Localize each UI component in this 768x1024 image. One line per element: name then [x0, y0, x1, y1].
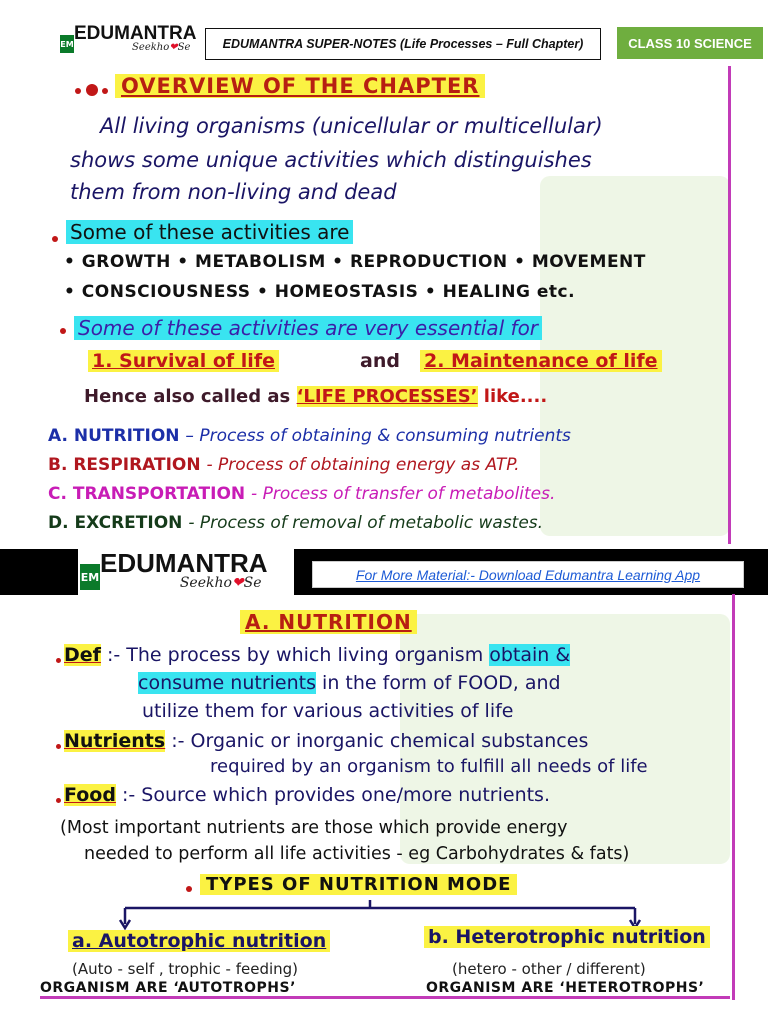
activities-heading: Some of these activities are [66, 220, 353, 244]
bullet-icon [56, 798, 61, 803]
process-nutrition: A. NUTRITION – Process of obtaining & consuming nutrients [48, 426, 571, 446]
obtain-highlight: obtain & [489, 644, 571, 666]
autotrophs-label: ORGANISM ARE ‘AUTOTROPHS’ [40, 980, 296, 996]
activities-list: • CONSCIOUSNESS • HOMEOSTASIS • HEALING etc. [64, 282, 576, 302]
margin-line [732, 594, 735, 1000]
essential-heading: Some of these activities are very essential for [74, 316, 542, 340]
intro-line: them from non-living and dead [70, 180, 397, 204]
bottom-rule [40, 996, 730, 999]
note-line: needed to perform all life activities - eg Carbohydrates & fats) [84, 844, 630, 864]
logo-badge: EM [60, 35, 74, 53]
logo-tagline: Seekho❤Se [179, 575, 262, 591]
edumantra-logo [80, 550, 268, 590]
maintenance-of-life: 2. Maintenance of life [420, 350, 662, 372]
autotrophic-heading: a. Autotrophic nutrition [68, 930, 330, 952]
logo-tagline: Seekho❤Se [132, 42, 191, 53]
def-term: Def [64, 644, 101, 666]
logo-wordmark: EDUMANTRA [100, 548, 268, 578]
bullet-icon [102, 88, 108, 94]
bullet-icon [56, 744, 61, 749]
overview-panel [0, 66, 735, 544]
nutrients-term: Nutrients [64, 730, 166, 752]
nutrients-line: required by an organism to fulfill all needs of life [210, 756, 648, 777]
survival-of-life: 1. Survival of life [88, 350, 279, 372]
bullet-icon [75, 88, 81, 94]
intro-line: All living organisms (unicellular or multicellular) [100, 114, 603, 138]
consume-highlight: consume nutrients [138, 672, 316, 694]
bullet-icon [60, 328, 66, 334]
definition-line: consume nutrients in the form of FOOD, and [138, 672, 561, 694]
logo-wordmark: EDUMANTRA [74, 23, 197, 44]
process-excretion: D. EXCRETION - Process of removal of metabolic wastes. [48, 513, 544, 533]
heart-icon: ❤ [231, 575, 244, 591]
heterotrophic-note: (hetero - other / different) [452, 960, 646, 978]
autotrophic-note: (Auto - self , trophic - feeding) [72, 960, 299, 978]
definition-line: Def :- The process by which living organism obtain & [64, 644, 571, 666]
heterotrophs-label: ORGANISM ARE ‘HETEROTROPHS’ [426, 980, 705, 996]
bullet-icon [86, 84, 98, 96]
download-app-link[interactable]: For More Material:- Download Edumantra Learning App [312, 561, 744, 588]
margin-line [728, 66, 731, 544]
note-line: (Most important nutrients are those which provide energy [60, 818, 568, 838]
food-term: Food [64, 784, 116, 806]
food-line: Food :- Source which provides one/more nutrients. [64, 784, 550, 806]
heart-icon: ❤ [169, 42, 178, 53]
hence-line: Hence also called as ‘LIFE PROCESSES’ like.... [84, 386, 548, 407]
overview-heading: OVERVIEW OF THE CHAPTER [115, 74, 485, 98]
bullet-icon [56, 658, 61, 663]
nutrients-line: Nutrients :- Organic or inorganic chemical substances [64, 730, 589, 752]
activities-list: • GROWTH • METABOLISM • REPRODUCTION • MOVEMENT [64, 252, 646, 272]
document-title: EDUMANTRA SUPER-NOTES (Life Processes – Full Chapter) [205, 28, 601, 60]
life-processes-label: ‘LIFE PROCESSES’ [296, 386, 478, 407]
process-transportation: C. TRANSPORTATION - Process of transfer of metabolites. [48, 484, 556, 504]
essential-and: and [360, 350, 400, 372]
heterotrophic-heading: b. Heterotrophic nutrition [424, 926, 710, 948]
class-badge: CLASS 10 SCIENCE [617, 27, 763, 59]
logo-badge: EM [80, 564, 100, 590]
bullet-icon [186, 886, 192, 892]
process-respiration: B. RESPIRATION - Process of obtaining energy as ATP. [48, 455, 520, 475]
types-heading: TYPES OF NUTRITION MODE [200, 874, 517, 895]
edumantra-logo [60, 24, 196, 53]
branch-arrows [110, 894, 650, 930]
definition-line: utilize them for various activities of life [142, 700, 514, 722]
nutrition-panel [0, 594, 740, 1000]
intro-line: shows some unique activities which distinguishes [70, 148, 592, 172]
bullet-icon [52, 236, 58, 242]
nutrition-heading: A. NUTRITION [240, 610, 417, 634]
